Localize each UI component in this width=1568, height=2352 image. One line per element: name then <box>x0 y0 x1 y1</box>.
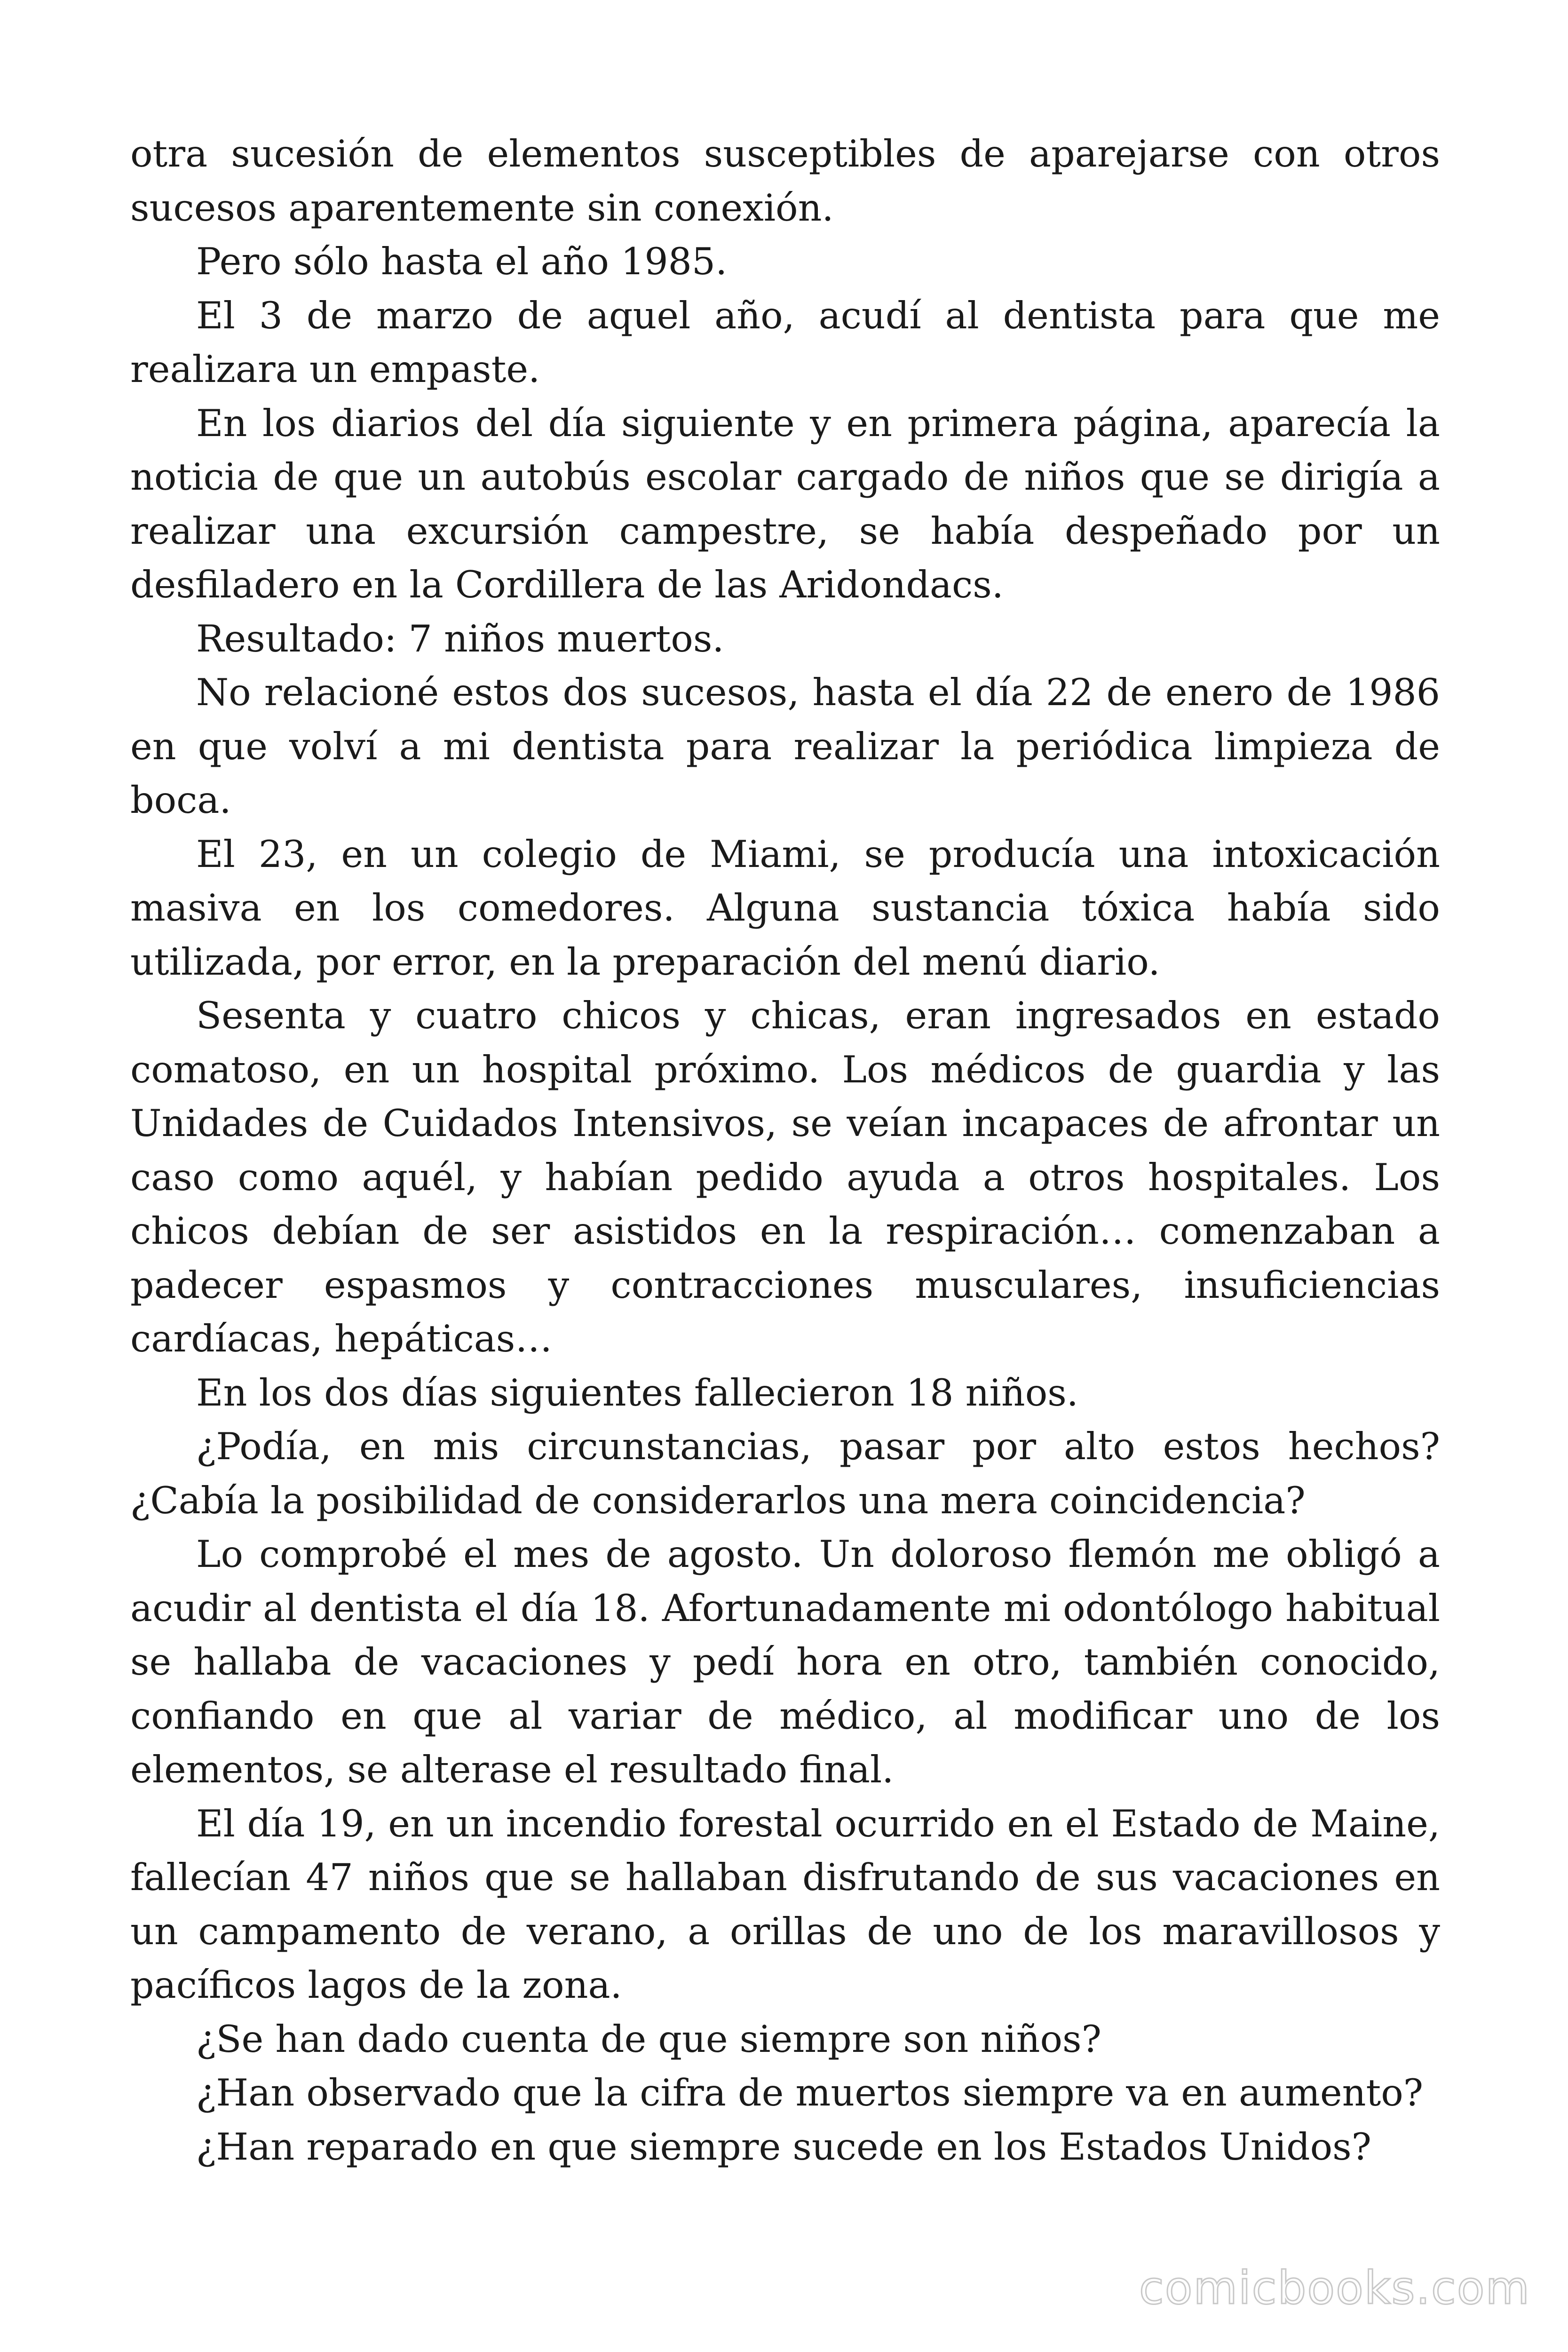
paragraph: ¿Podía, en mis circunstancias, pasar por alto estos hechos? ¿Cabía la posibilidad de considerarlos una mera coincidencia? <box>130 1425 1440 1522</box>
watermark: comicbooks.com <box>1139 2262 1530 2314</box>
paragraph: El 3 de marzo de aquel año, acudí al dentista para que me realizara un empaste. <box>130 294 1440 391</box>
paragraph: En los diarios del día siguiente y en primera página, aparecía la noticia de que un autobús escolar cargado de niños que se dirigía a realizar una excursión campestre, se había despeñado por un desfiladero en la Cordillera de las Aridondacs. <box>130 401 1440 606</box>
paragraph: Sesenta y cuatro chicos y chicas, eran ingresados en estado comatoso, en un hospital próximo. Los médicos de guardia y las Unidades de Cuidados Intensivos, se veían incapaces de afrontar un caso como aquél, y habían pedido ayuda a otros hospitales. Los chicos debían de ser asistidos en la respiración… comenzaban a padecer espasmos y contracciones musculares, insuficiencias cardíacas, hepáticas… <box>130 994 1440 1360</box>
paragraph: No relacioné estos dos sucesos, hasta el día 22 de enero de 1986 en que volví a mi dentista para realizar la periódica limpieza de boca. <box>130 671 1440 822</box>
paragraph: El 23, en un colegio de Miami, se producía una intoxicación masiva en los comedores. Alguna sustancia tóxica había sido utilizada, por error, en la preparación del menú diario. <box>130 832 1440 984</box>
paragraph: El día 19, en un incendio forestal ocurrido en el Estado de Maine, fallecían 47 niños que se hallaban disfrutando de sus vacaciones en un campamento de verano, a orillas de uno de los maravillosos y pacíficos lagos de la zona. <box>130 1802 1440 2007</box>
paragraph: Lo comprobé el mes de agosto. Un doloroso flemón me obligó a acudir al dentista el día 18. Afortunadamente mi odontólogo habitual se hallaba de vacaciones y pedí hora en otro, también conocido, confiando en que al variar de médico, al modificar uno de los elementos, se alterase el resultado final. <box>130 1533 1440 1791</box>
paragraph: En los dos días siguientes fallecieron 18 niños. <box>196 1371 1078 1414</box>
paragraph: ¿Se han dado cuenta de que siempre son niños? <box>196 2017 1101 2061</box>
paragraph: ¿Han observado que la cifra de muertos siempre va en aumento? <box>196 2071 1424 2114</box>
paragraph: Pero sólo hasta el año 1985. <box>196 240 728 283</box>
paragraph: ¿Han reparado en que siempre sucede en los Estados Unidos? <box>196 2125 1372 2169</box>
paragraph: otra sucesión de elementos susceptibles de aparejarse con otros sucesos aparentemente sin conexión. <box>130 132 1440 230</box>
body-text <box>130 127 1440 2174</box>
paragraph: Resultado: 7 niños muertos. <box>196 617 724 660</box>
